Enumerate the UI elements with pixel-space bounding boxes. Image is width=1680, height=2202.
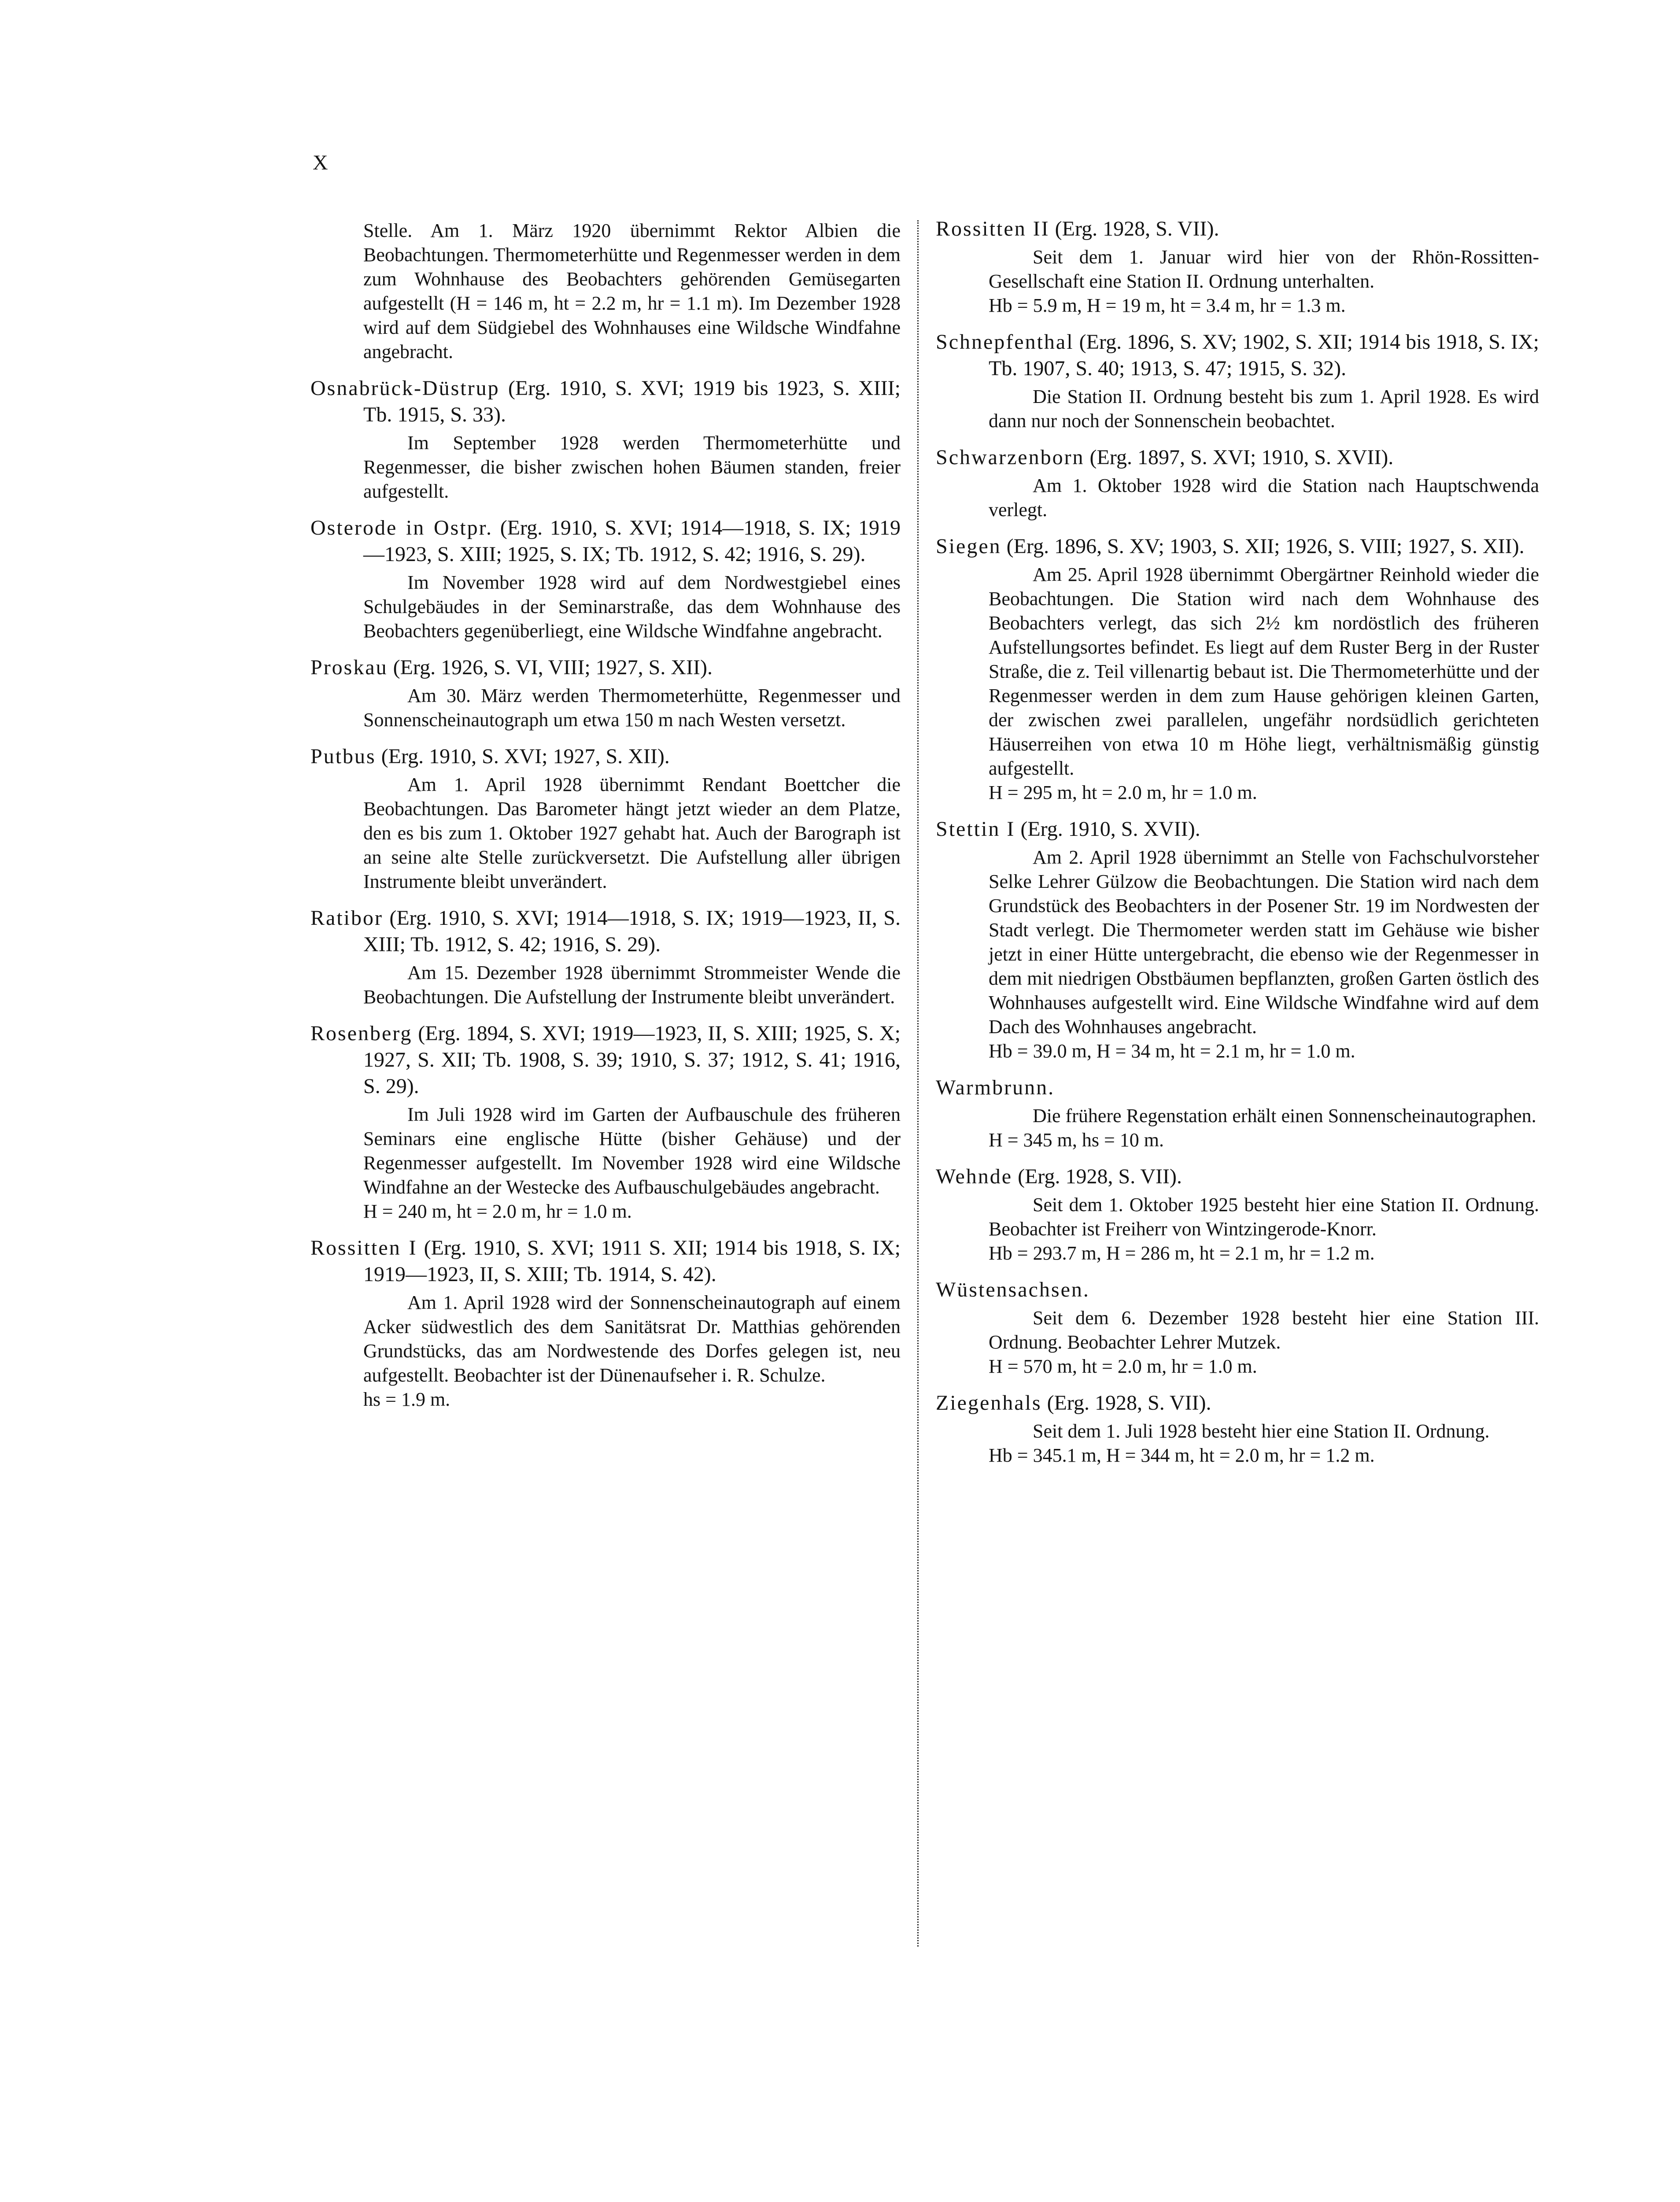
station-formula: Hb = 345.1 m, H = 344 m, ht = 2.0 m, hr = 1.2 m. <box>989 1445 1375 1466</box>
station-formula: H = 295 m, ht = 2.0 m, hr = 1.0 m. <box>989 782 1257 803</box>
entry-heading <box>936 216 1539 242</box>
entry-rossitten-1 <box>310 1235 901 1411</box>
station-refs: (Erg. 1897, S. XVI; 1910, S. XVII). <box>1089 446 1394 469</box>
entry-heading <box>936 1075 1539 1101</box>
station-formula: H = 345 m, hs = 10 m. <box>989 1129 1164 1151</box>
station-name: Stettin I <box>936 817 1015 841</box>
entry-text <box>310 961 901 1009</box>
station-name: Schnepfenthal <box>936 330 1074 354</box>
station-refs: (Erg. 1926, S. VI, VIII; 1927, S. XII). <box>393 656 713 679</box>
station-name: Putbus <box>310 745 376 768</box>
station-refs: (Erg. 1928, S. VII). <box>1055 217 1219 240</box>
entry-text <box>936 1306 1539 1378</box>
entry-heading <box>310 1235 901 1288</box>
entry-osterode <box>310 515 901 643</box>
station-formula: H = 240 m, ht = 2.0 m, hr = 1.0 m. <box>363 1201 632 1222</box>
page-number: X <box>313 151 329 174</box>
station-name: Warmbrunn. <box>936 1076 1055 1099</box>
station-refs: (Erg. 1910, S. XVI; 1914—1918, S. IX; 1919—1923, S. XIII; 1925, S. IX; Tb. 1912, S. 42; 1916, S. 29). <box>363 516 901 566</box>
entry-paragraph: Am 25. April 1928 übernimmt Obergärtner Reinhold wieder die Beobachtungen. Die Station wird nach dem Wohnhause des Beobachters verlegt, das sich 2½ km nordöstlich des früheren Aufstellungsortes befindet. Es liegt auf dem Ruster Berg in der Ruster Straße, die z. Teil villenartig bebaut ist. Die Thermometerhütte und der Regenmesser werden in dem zum Hause gehörigen kleinen Garten, der zwischen zwei parallelen, ungefähr nordsüdlich gerichteten Häuserreihen von etwa 10 m Höhe liegt, verhältnismäßig günstig aufgestellt. <box>989 564 1539 779</box>
entry-albien <box>310 218 901 364</box>
entry-paragraph: Im September 1928 werden Thermometerhütte und Regenmesser, die bisher zwischen hohen Bäumen standen, freier aufgestellt. <box>363 432 901 502</box>
entry-schnepfenthal <box>936 329 1539 433</box>
entry-heading <box>936 533 1539 560</box>
station-formula: H = 570 m, ht = 2.0 m, hr = 1.0 m. <box>989 1356 1257 1377</box>
entry-heading <box>936 444 1539 471</box>
station-name: Siegen <box>936 535 1001 558</box>
entry-heading <box>310 654 901 681</box>
station-refs: (Erg. 1910, S. XVII). <box>1020 817 1200 841</box>
entry-paragraph: Am 30. März werden Thermometerhütte, Regenmesser und Sonnenscheinautograph um etwa 150 m nach Westen versetzt. <box>363 685 901 731</box>
entry-schwarzenborn <box>936 444 1539 522</box>
entry-text <box>936 1104 1539 1152</box>
entry-text <box>310 431 901 503</box>
entry-proskau <box>310 654 901 732</box>
station-name: Osterode in Ostpr. <box>310 516 493 539</box>
entry-osnabrueck <box>310 375 901 503</box>
entry-text <box>936 562 1539 805</box>
entry-putbus <box>310 743 901 894</box>
entry-text <box>936 845 1539 1063</box>
entry-text <box>310 1102 901 1223</box>
station-refs: (Erg. 1910, S. XVI; 1911 S. XII; 1914 bis 1918, S. IX; 1919—1923, II, S. XIII; Tb. 1914, S. 42). <box>363 1236 901 1286</box>
entry-paragraph: Seit dem 1. Juli 1928 besteht hier eine Station II. Ordnung. <box>1033 1420 1490 1442</box>
entry-ziegenhals <box>936 1390 1539 1467</box>
entry-text <box>936 1193 1539 1265</box>
station-name: Ratibor <box>310 906 383 930</box>
entry-paragraph: Seit dem 1. Oktober 1925 besteht hier eine Station II. Ordnung. Beobachter ist Freiherr von Wintzingerode-Knorr. <box>989 1194 1539 1240</box>
entry-paragraph: Am 1. April 1928 wird der Sonnenscheinautograph auf einem Acker südwestlich des dem Sanitätsrat Dr. Matthias gehörenden Grundstücks, das am Nordwestende des Dorfes gelegen ist, neu aufgestellt. Beobachter ist der Dünenaufseher i. R. Schulze. <box>363 1292 901 1386</box>
entry-paragraph: Am 2. April 1928 übernimmt an Stelle von Fachschulvorsteher Selke Lehrer Gülzow die Beobachtungen. Die Station wird nach dem Grundstück des Beobachters in der Posener Str. 19 im Nordwesten der Stadt verlegt. Die Thermometer werden statt im Gehäuse wie bisher jetzt in einer Hütte untergebracht, die ebenso wie der Regenmesser in dem mit niedrigen Obstbäumen bepflanzten, großen Garten östlich des Wohnhauses aufgestellt wird. Eine Wildsche Windfahne wird auf dem Dach des Wohnhauses angebracht. <box>989 846 1539 1038</box>
entry-text <box>310 684 901 732</box>
entry-text <box>310 1290 901 1411</box>
left-column <box>310 216 901 1423</box>
station-formula: hs = 1.9 m. <box>363 1389 450 1410</box>
entry-paragraph: Die Station II. Ordnung besteht bis zum 1. April 1928. Es wird dann nur noch der Sonnenschein beobachtet. <box>989 386 1539 432</box>
entry-rosenberg <box>310 1020 901 1223</box>
entry-heading <box>936 1277 1539 1303</box>
entry-heading <box>936 1164 1539 1190</box>
entry-stettin-1 <box>936 816 1539 1063</box>
station-refs: (Erg. 1896, S. XV; 1903, S. XII; 1926, S. VIII; 1927, S. XII). <box>1006 535 1525 558</box>
entry-heading <box>936 329 1539 382</box>
entry-text <box>936 473 1539 522</box>
entry-wehnde <box>936 1164 1539 1265</box>
station-name: Wüstensachsen. <box>936 1278 1090 1301</box>
entry-heading <box>310 905 901 958</box>
station-refs: (Erg. 1894, S. XVI; 1919—1923, II, S. XIII; 1925, S. X; 1927, S. XII; Tb. 1908, S. 39; 1910, S. 37; 1912, S. 41; 1916, S. 29). <box>363 1022 901 1098</box>
station-name: Rossitten I <box>310 1236 417 1260</box>
entry-paragraph: Seit dem 6. Dezember 1928 besteht hier eine Station III. Ordnung. Beobachter Lehrer Mutzek. <box>989 1307 1539 1353</box>
station-name: Schwarzenborn <box>936 446 1085 469</box>
right-column <box>936 216 1539 1479</box>
station-name: Proskau <box>310 656 388 679</box>
station-formula: Hb = 39.0 m, H = 34 m, ht = 2.1 m, hr = 1.0 m. <box>989 1040 1355 1062</box>
entry-wuestensachsen <box>936 1277 1539 1378</box>
entry-paragraph: Am 1. April 1928 übernimmt Rendant Boettcher die Beobachtungen. Das Barometer hängt jetzt wieder an dem Platze, den es bis zum 1. Oktober 1927 gehabt hat. Auch der Barograph ist an seine alte Stelle zurückversetzt. Die Aufstellung aller übrigen Instrumente bleibt unverändert. <box>363 774 901 892</box>
station-name: Ziegenhals <box>936 1391 1042 1415</box>
station-refs: (Erg. 1910, S. XVI; 1919 bis 1923, S. XIII; Tb. 1915, S. 33). <box>363 377 901 426</box>
entry-heading <box>310 375 901 428</box>
station-formula: Hb = 5.9 m, H = 19 m, ht = 3.4 m, hr = 1.3 m. <box>989 295 1346 316</box>
entry-heading <box>936 816 1539 842</box>
entry-paragraph: Am 15. Dezember 1928 übernimmt Strommeister Wende die Beobachtungen. Die Aufstellung der Instrumente bleibt unverändert. <box>363 962 901 1008</box>
station-refs: (Erg. 1928, S. VII). <box>1018 1165 1182 1188</box>
entry-paragraph: Die frühere Regenstation erhält einen Sonnenscheinautographen. <box>1033 1105 1536 1127</box>
entry-paragraph: Seit dem 1. Januar wird hier von der Rhön-Rossitten-Gesellschaft eine Station II. Ordnung unterhalten. <box>989 246 1539 292</box>
entry-heading <box>310 1020 901 1100</box>
station-name: Osnabrück-Düstrup <box>310 377 500 400</box>
station-refs: (Erg. 1910, S. XVI; 1914—1918, S. IX; 1919—1923, II, S. XIII; Tb. 1912, S. 42; 1916, S. 29). <box>363 906 901 956</box>
entry-text <box>310 772 901 894</box>
entry-heading <box>310 743 901 770</box>
entry-text <box>310 570 901 643</box>
station-formula: Hb = 293.7 m, H = 286 m, ht = 2.1 m, hr = 1.2 m. <box>989 1242 1375 1264</box>
entry-heading <box>310 515 901 568</box>
entry-paragraph: Im November 1928 wird auf dem Nordwestgiebel eines Schulgebäudes in der Seminarstraße, das dem Wohnhause des Beobachters gegenüberliegt, eine Wildsche Windfahne angebracht. <box>363 572 901 642</box>
entry-text <box>936 1419 1539 1467</box>
entry-paragraph: Am 1. Oktober 1928 wird die Station nach Hauptschwenda verlegt. <box>989 475 1539 521</box>
entry-text <box>936 245 1539 318</box>
station-refs: (Erg. 1896, S. XV; 1902, S. XII; 1914 bis 1918, S. IX; Tb. 1907, S. 40; 1913, S. 47; 1915, S. 32). <box>989 330 1540 380</box>
station-name: Wehnde <box>936 1165 1013 1188</box>
station-refs: (Erg. 1928, S. VII). <box>1047 1391 1211 1415</box>
entry-heading <box>936 1390 1539 1416</box>
entry-warmbrunn <box>936 1075 1539 1152</box>
entry-paragraph: Im Juli 1928 wird im Garten der Aufbauschule des früheren Seminars eine englische Hütte (bisher Gehäuse) und der Regenmesser aufgestellt. Im November 1928 wird eine Wildsche Windfahne an der Westecke des Aufbauschulgebäudes angebracht. <box>363 1104 901 1198</box>
column-divider <box>917 220 919 1947</box>
station-name: Rossitten II <box>936 217 1050 240</box>
entry-siegen <box>936 533 1539 805</box>
entry-text: Stelle. Am 1. März 1920 übernimmt Rektor Albien die Beobachtungen. Thermometerhütte und Regenmesser werden in dem zum Wohnhause des Beobachters gehörenden Gemüsegarten aufgestellt (H = 146 m, ht = 2.2 m, hr = 1.1 m). Im Dezember 1928 wird auf dem Südgiebel des Wohnhauses eine Wildsche Windfahne angebracht. <box>363 220 901 362</box>
entry-rossitten-2 <box>936 216 1539 318</box>
entry-text <box>936 384 1539 433</box>
entry-ratibor <box>310 905 901 1009</box>
station-name: Rosenberg <box>310 1022 413 1045</box>
station-refs: (Erg. 1910, S. XVI; 1927, S. XII). <box>381 745 670 768</box>
